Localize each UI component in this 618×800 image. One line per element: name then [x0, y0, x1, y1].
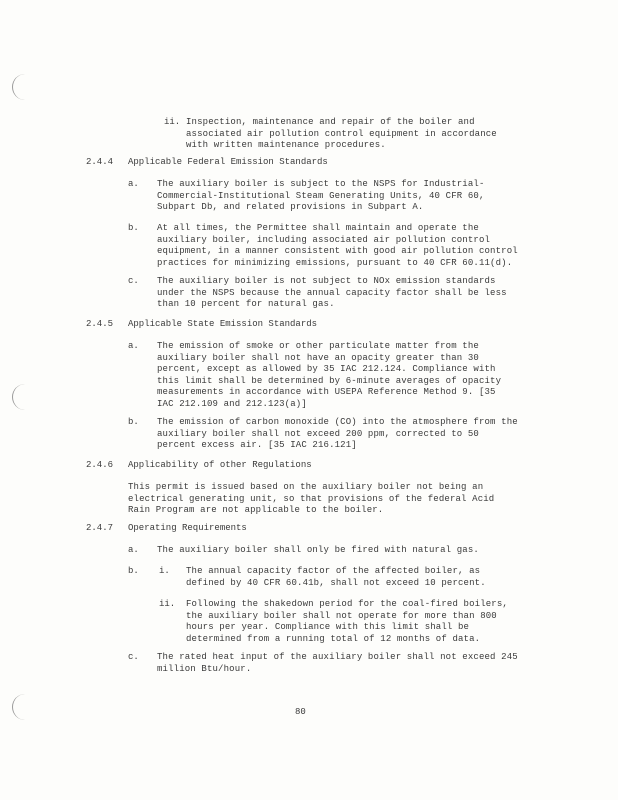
s244a-label: a. — [128, 179, 139, 189]
section-2-4-7-title: Operating Requirements — [128, 523, 247, 533]
section-2-4-5-number: 2.4.5 — [86, 319, 114, 329]
s247c-text: The rated heat input of the auxiliary boiler shall not exceed 245 million Btu/hour. — [157, 652, 518, 674]
s245a-label: a. — [128, 341, 139, 351]
section-2-4-4-title: Applicable Federal Emission Standards — [128, 157, 328, 167]
s245b-text: The emission of carbon monoxide (CO) into the atmosphere from the auxiliary boiler shall not exceed 200 ppm, corrected to 50 percent excess air. [35 IAC 216.121] — [157, 417, 518, 450]
s247c-label: c. — [128, 652, 139, 662]
section-2-4-4-number: 2.4.4 — [86, 157, 114, 167]
s244b-text: At all times, the Permittee shall maintain and operate the auxiliary boiler, including associated air pollution control equipment, in a manner consistent with good air pollution control practices for minimizing emissions, pursuant to 40 CFR 60.11(d). — [157, 223, 518, 268]
item-ii-label: ii. — [164, 117, 181, 127]
binder-hole-middle — [12, 384, 27, 410]
s247b-i-text: The annual capacity factor of the affected boiler, as defined by 40 CFR 60.41b, shall not exceed 10 percent. — [186, 566, 486, 588]
binder-hole-top — [12, 74, 27, 100]
s247b-ii-text: Following the shakedown period for the coal-fired boilers, the auxiliary boiler shall not operate for more than 800 hours per year. Compliance with this limit shall be determined from a running total of 12 months of data. — [186, 599, 508, 644]
s247b-ii-label: ii. — [159, 599, 176, 609]
s244a-text: The auxiliary boiler is subject to the NSPS for Industrial- Commercial-Institutional Steam Generating Units, 40 CFR 60, Subpart Db, and related provisions in Subpart A. — [157, 179, 485, 212]
section-2-4-7-number: 2.4.7 — [86, 523, 114, 533]
page-number: 80 — [295, 707, 306, 717]
s247b-i-label: i. — [159, 566, 170, 576]
s244c-label: c. — [128, 276, 139, 286]
s244b-label: b. — [128, 223, 139, 233]
binder-hole-bottom — [12, 694, 27, 720]
s247a-label: a. — [128, 545, 139, 555]
s247a-text: The auxiliary boiler shall only be fired with natural gas. — [157, 545, 479, 555]
s244c-text: The auxiliary boiler is not subject to NOx emission standards under the NSPS because the annual capacity factor shall be less than 10 percent for natural gas. — [157, 276, 507, 309]
s245a-text: The emission of smoke or other particulate matter from the auxiliary boiler shall not have an opacity greater than 30 percent, except as allowed by 35 IAC 212.124. Compliance with this limit shall be determined by 6-minute averages of opacity measurements in accordance with USEPA Reference Method 9. [35 IAC 212.109 and 212.123(a)] — [157, 341, 502, 409]
section-2-4-6-number: 2.4.6 — [86, 460, 114, 470]
s247b-label: b. — [128, 566, 139, 576]
section-2-4-6-title: Applicability of other Regulations — [128, 460, 312, 470]
section-2-4-5-title: Applicable State Emission Standards — [128, 319, 318, 329]
s246-text: This permit is issued based on the auxiliary boiler not being an electrical generating unit, so that provisions of the federal Acid Rain Program are not applicable to the boiler. — [128, 482, 495, 515]
s245b-label: b. — [128, 417, 139, 427]
item-ii-text: Inspection, maintenance and repair of the boiler and associated air pollution control equipment in accordance with written maintenance procedures. — [186, 117, 497, 150]
